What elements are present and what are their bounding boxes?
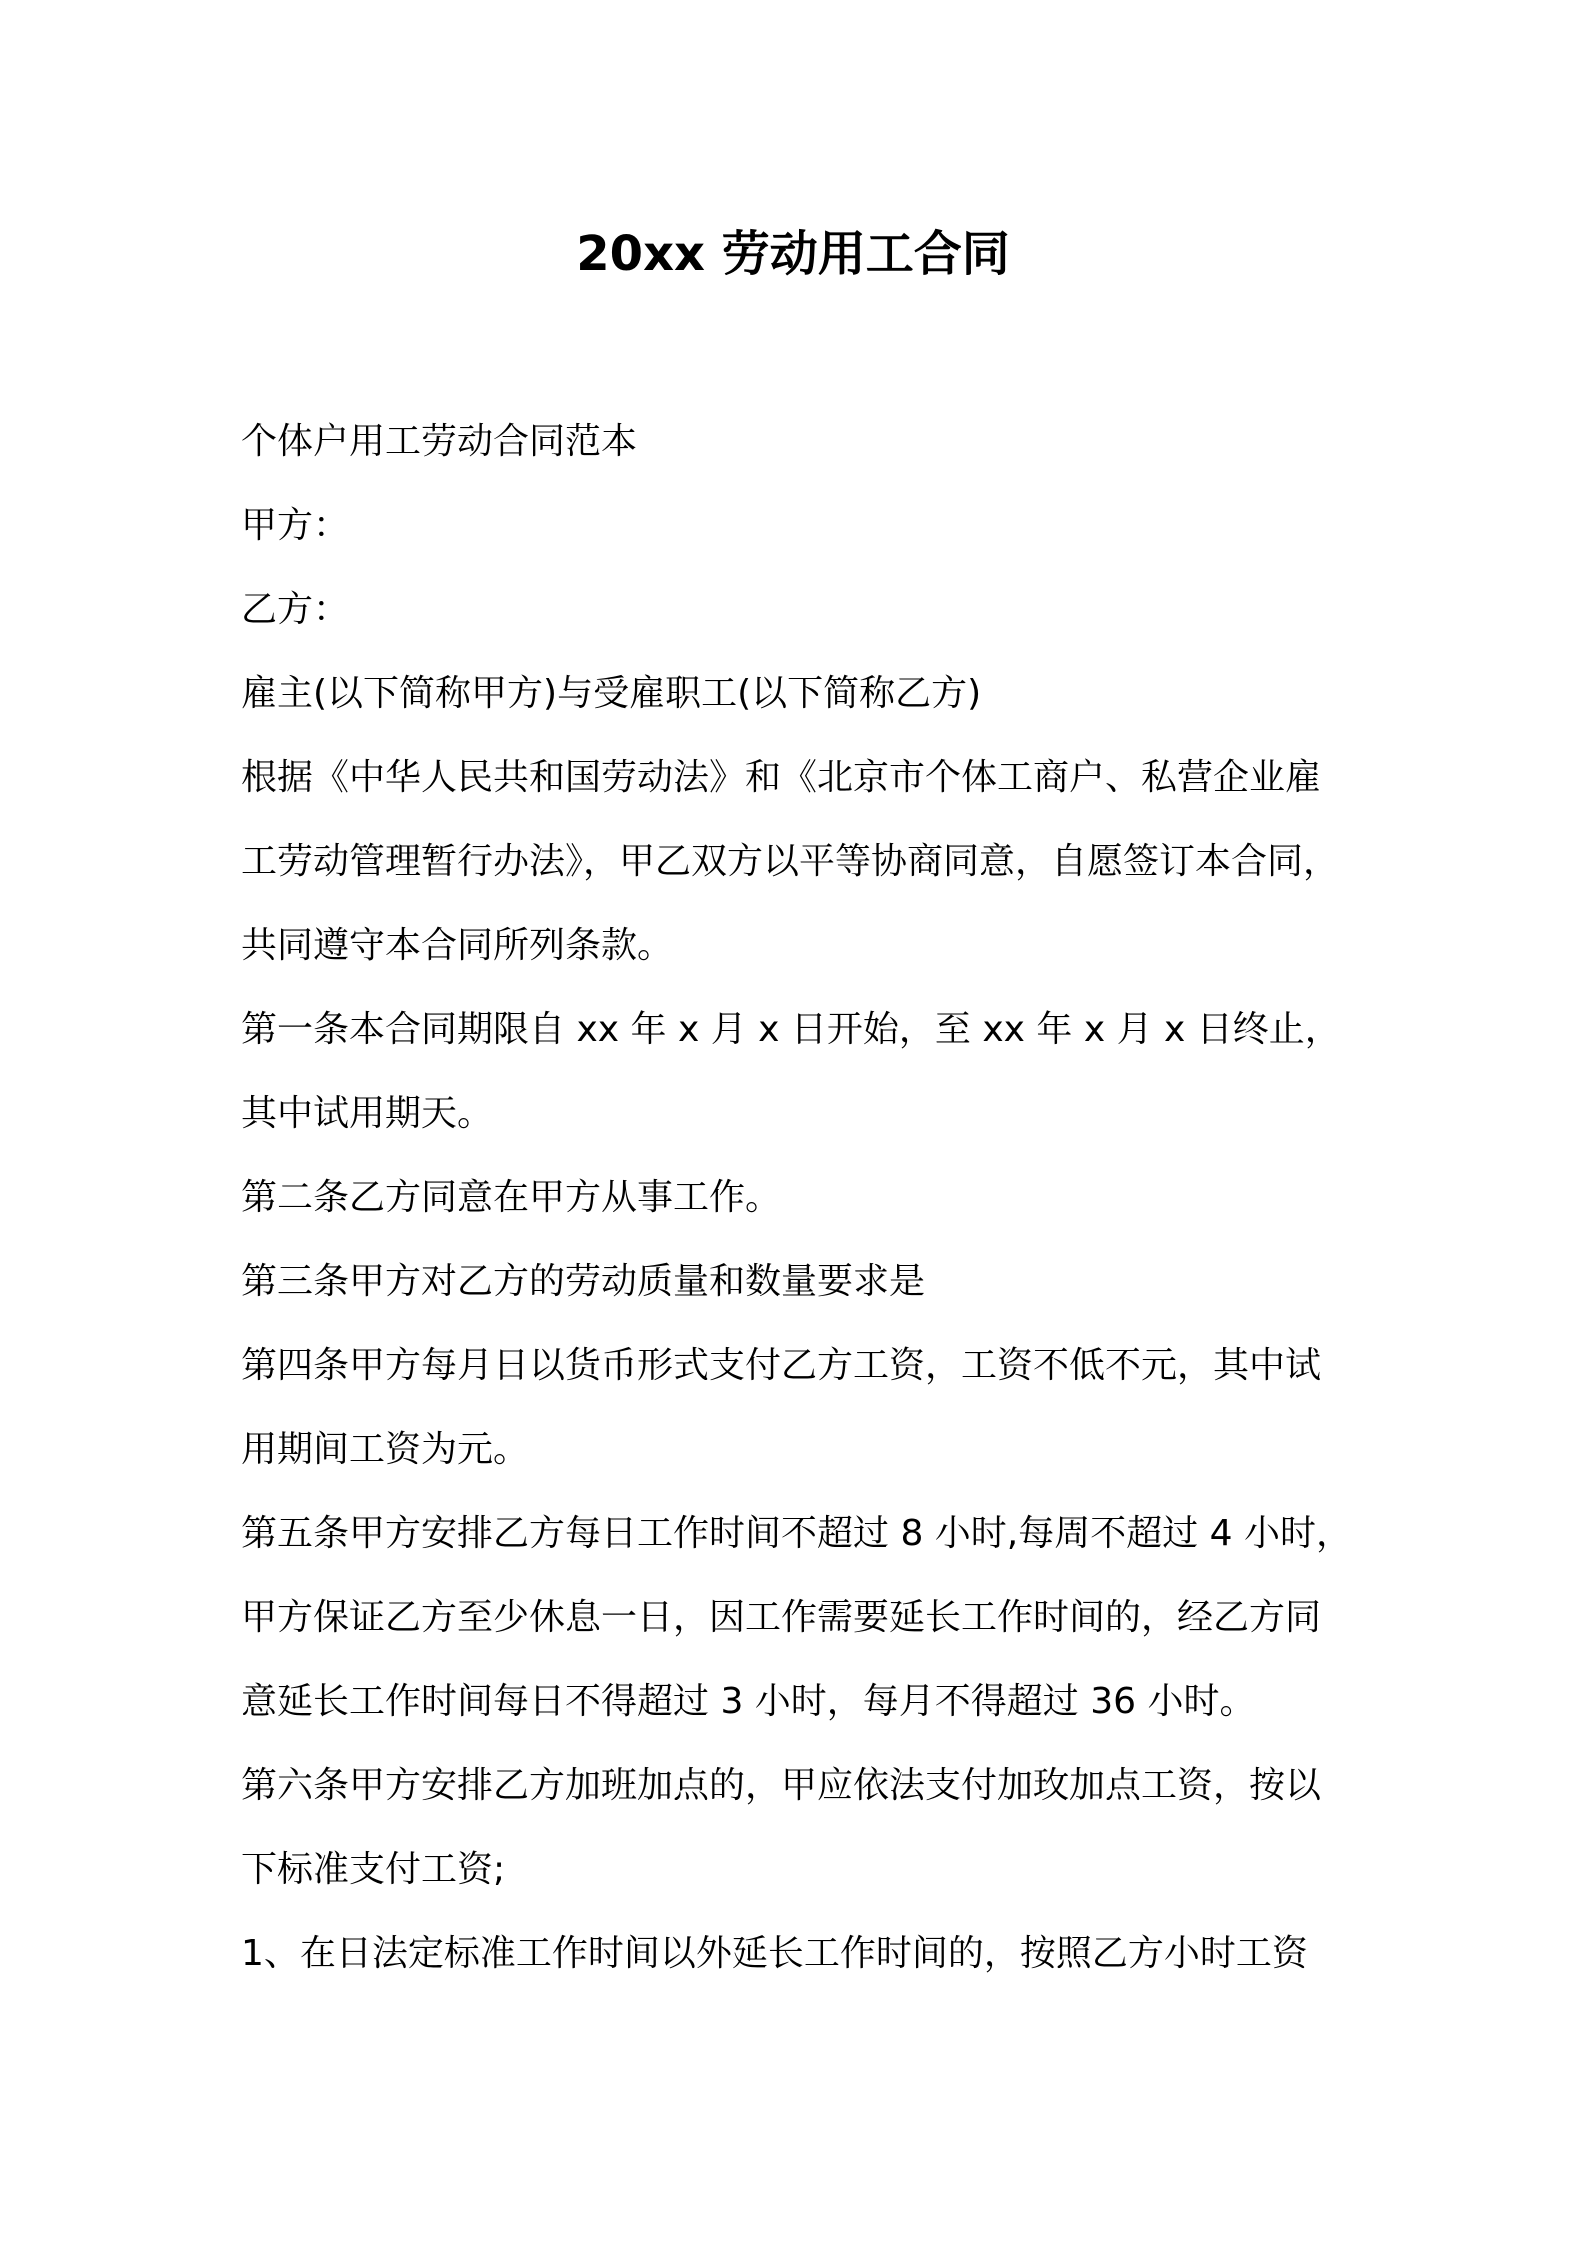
document-line: 用期间工资为元。 bbox=[241, 1429, 530, 1470]
document-line: 个体户用工劳动合同范本 bbox=[241, 421, 638, 462]
document-title: 20xx 劳动用工合同 bbox=[576, 226, 1010, 282]
document-line: 第五条甲方安排乙方每日工作时间不超过 8 小时,每周不超过 4 小时， bbox=[241, 1513, 1353, 1554]
document-line: 根据《中华人民共和国劳动法》和《北京市个体工商户、私营企业雇 bbox=[241, 757, 1322, 798]
document-line: 第三条甲方对乙方的劳动质量和数量要求是 bbox=[241, 1261, 926, 1302]
document-body bbox=[241, 400, 1361, 1996]
document-line: 其中试用期天。 bbox=[241, 1093, 494, 1134]
document-line: 工劳动管理暂行办法》，甲乙双方以平等协商同意，自愿签订本合同， bbox=[241, 841, 1340, 882]
document-line: 下标准支付工资; bbox=[241, 1849, 506, 1890]
document-line: 第一条本合同期限自 xx 年 x 月 x 日开始，至 xx 年 x 月 x 日终止， bbox=[241, 1009, 1341, 1050]
document-line: 第六条甲方安排乙方加班加点的，甲应依法支付加玫加点工资，按以 bbox=[241, 1765, 1322, 1806]
document-line: 甲方： bbox=[241, 505, 350, 546]
document-line: 甲方保证乙方至少休息一日，因工作需要延长工作时间的，经乙方同 bbox=[241, 1597, 1322, 1638]
document-line: 雇主(以下简称甲方)与受雇职工(以下简称乙方) bbox=[241, 673, 982, 714]
document-line: 乙方： bbox=[241, 589, 350, 630]
document-line: 第四条甲方每月日以货币形式支付乙方工资，工资不低不元，其中试 bbox=[241, 1345, 1322, 1386]
document-line: 共同遵守本合同所列条款。 bbox=[241, 925, 674, 966]
document-line: 意延长工作时间每日不得超过 3 小时，每月不得超过 36 小时。 bbox=[241, 1681, 1256, 1722]
document-line: 第二条乙方同意在甲方从事工作。 bbox=[241, 1177, 782, 1218]
document-line: 1、在日法定标准工作时间以外延长工作时间的，按照乙方小时工资 bbox=[241, 1933, 1308, 1974]
